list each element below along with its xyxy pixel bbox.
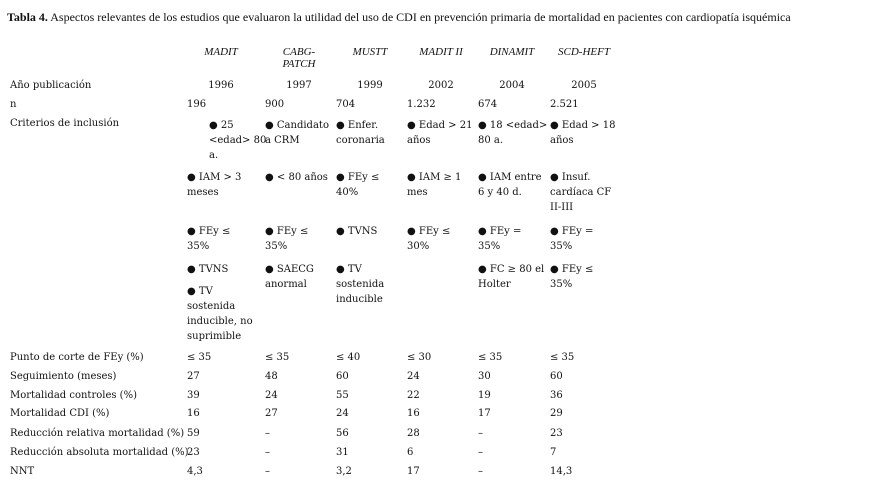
nnt-madit: 4,3	[187, 466, 203, 477]
mort-cdi-scdheft: 29	[550, 408, 563, 419]
criterion-cabg-2: ● < 80 años	[265, 172, 328, 183]
followup-mustt: 60	[336, 371, 349, 382]
header-dinamit: DINAMIT	[489, 46, 535, 58]
criterion-madit-4: ● TVNS	[187, 264, 229, 275]
n-mustt: 704	[336, 99, 356, 110]
followup-scdheft: 60	[550, 371, 563, 382]
mort-cdi-madit: 16	[187, 408, 200, 419]
nnt-madit2: 17	[407, 466, 420, 477]
mort-ctrl-madit: 39	[187, 390, 200, 401]
nnt-mustt: 3,2	[336, 466, 352, 477]
criterion-cabg-4: ● SAECG anormal	[265, 264, 314, 290]
n-scdheft: 2.521	[550, 99, 579, 110]
criterion-dinamit-3: ● FEy = 35%	[478, 226, 522, 252]
criterion-dinamit-1: ● 18 <edad> 80 a.	[478, 120, 548, 146]
criterion-scdheft-1: ● Edad > 18 años	[550, 120, 616, 146]
mort-ctrl-mustt: 55	[336, 390, 349, 401]
criterion-madit-2: ● IAM > 3 meses	[187, 172, 242, 198]
row-label-mort-ctrl: Mortalidad controles (%)	[10, 390, 137, 401]
header-scd-heft: SCD-HEFT	[558, 46, 610, 58]
header-mustt: MUSTT	[352, 46, 388, 58]
year-mustt: 1999	[357, 80, 383, 91]
row-label-nnt: NNT	[10, 466, 35, 477]
criterion-madit-5: ● TV sostenida inducible, no suprimible	[187, 286, 253, 342]
year-dinamit: 2004	[499, 80, 525, 91]
criterion-madit-3: ● FEy ≤ 35%	[187, 226, 231, 252]
criterion-mustt-3: ● TVNS	[336, 226, 378, 237]
criterion-madit2-3: ● FEy ≤ 30%	[407, 226, 451, 252]
mort-cdi-mustt: 24	[336, 408, 349, 419]
criterion-cabg-1: ● Candidato a CRM	[265, 120, 329, 146]
rrr-mustt: 56	[336, 428, 349, 439]
mort-cdi-dinamit: 17	[478, 408, 491, 419]
arr-dinamit: –	[478, 447, 483, 458]
n-madit2: 1.232	[407, 99, 436, 110]
arr-cabg: –	[265, 447, 270, 458]
year-madit: 1996	[208, 80, 234, 91]
criterion-cabg-3: ● FEy ≤ 35%	[265, 226, 309, 252]
row-label-followup: Seguimiento (meses)	[10, 371, 117, 382]
arr-mustt: 31	[336, 447, 349, 458]
header-madit: MADIT	[204, 46, 238, 58]
criterion-mustt-1: ● Enfer. coronaria	[336, 120, 385, 146]
row-label-n: n	[10, 99, 17, 110]
n-dinamit: 674	[478, 99, 498, 110]
row-label-cutoff: Punto de corte de FEy (%)	[10, 352, 144, 363]
mort-cdi-madit2: 16	[407, 408, 420, 419]
arr-madit: 23	[187, 447, 200, 458]
n-cabg: 900	[265, 99, 285, 110]
followup-dinamit: 30	[478, 371, 491, 382]
rrr-madit2: 28	[407, 428, 420, 439]
nnt-scdheft: 14,3	[550, 466, 573, 477]
cutoff-scdheft: ≤ 35	[550, 352, 575, 363]
arr-scdheft: 7	[550, 447, 557, 458]
table-number: Tabla 4.	[7, 10, 48, 24]
cutoff-madit2: ≤ 30	[407, 352, 432, 363]
cutoff-madit: ≤ 35	[187, 352, 212, 363]
rrr-dinamit: –	[478, 428, 483, 439]
criterion-mustt-4: ● TV sostenida inducible	[336, 264, 385, 305]
criterion-dinamit-2: ● IAM entre 6 y 40 d.	[478, 172, 542, 198]
header-cabg-patch: CABG-PATCH	[282, 46, 316, 70]
table-caption	[7, 10, 791, 25]
nnt-cabg: –	[265, 466, 270, 477]
row-label-criteria: Criterios de inclusión	[10, 118, 120, 129]
arr-madit2: 6	[407, 447, 414, 458]
cutoff-dinamit: ≤ 35	[478, 352, 503, 363]
mort-cdi-cabg: 27	[265, 408, 278, 419]
criterion-madit2-1: ● Edad > 21 años	[407, 120, 473, 146]
mort-ctrl-cabg: 24	[265, 390, 278, 401]
cutoff-mustt: ≤ 40	[336, 352, 361, 363]
row-label-arr: Reducción absoluta mortalidad (%)	[10, 447, 189, 458]
criterion-scdheft-3: ● FEy = 35%	[550, 226, 594, 252]
criterion-dinamit-4: ● FC ≥ 80 el Holter	[478, 264, 545, 290]
mort-ctrl-dinamit: 19	[478, 390, 491, 401]
row-label-mort-cdi: Mortalidad CDI (%)	[10, 408, 110, 419]
followup-madit2: 24	[407, 371, 420, 382]
year-madit2: 2002	[428, 80, 454, 91]
year-scdheft: 2005	[571, 80, 597, 91]
cutoff-cabg: ≤ 35	[265, 352, 290, 363]
criterion-scdheft-2: ● Insuf. cardíaca CF II-III	[550, 172, 612, 213]
followup-cabg: 48	[265, 371, 278, 382]
rrr-scdheft: 23	[550, 428, 563, 439]
criterion-madit2-2: ● IAM ≥ 1 mes	[407, 172, 462, 198]
mort-ctrl-madit2: 22	[407, 390, 420, 401]
row-label-rrr: Reducción relativa mortalidad (%)	[10, 428, 185, 439]
criterion-madit-1: ● 25 <edad> 80 a.	[209, 120, 267, 161]
mort-ctrl-scdheft: 36	[550, 390, 563, 401]
row-label-year: Año publicación	[10, 80, 92, 91]
nnt-dinamit: –	[478, 466, 483, 477]
year-cabg: 1997	[286, 80, 312, 91]
followup-madit: 27	[187, 371, 200, 382]
caption-text: Aspectos relevantes de los estudios que evaluaron la utilidad del uso de CDI en prevención primaria de mortalidad en pacientes con cardiopatía isquémica	[47, 10, 791, 24]
rrr-cabg: –	[265, 428, 270, 439]
header-madit-ii: MADIT II	[419, 46, 463, 58]
n-madit: 196	[187, 99, 207, 110]
rrr-madit: 59	[187, 428, 200, 439]
criterion-mustt-2: ● FEy ≤ 40%	[336, 172, 380, 198]
criterion-scdheft-4: ● FEy ≤ 35%	[550, 264, 594, 290]
